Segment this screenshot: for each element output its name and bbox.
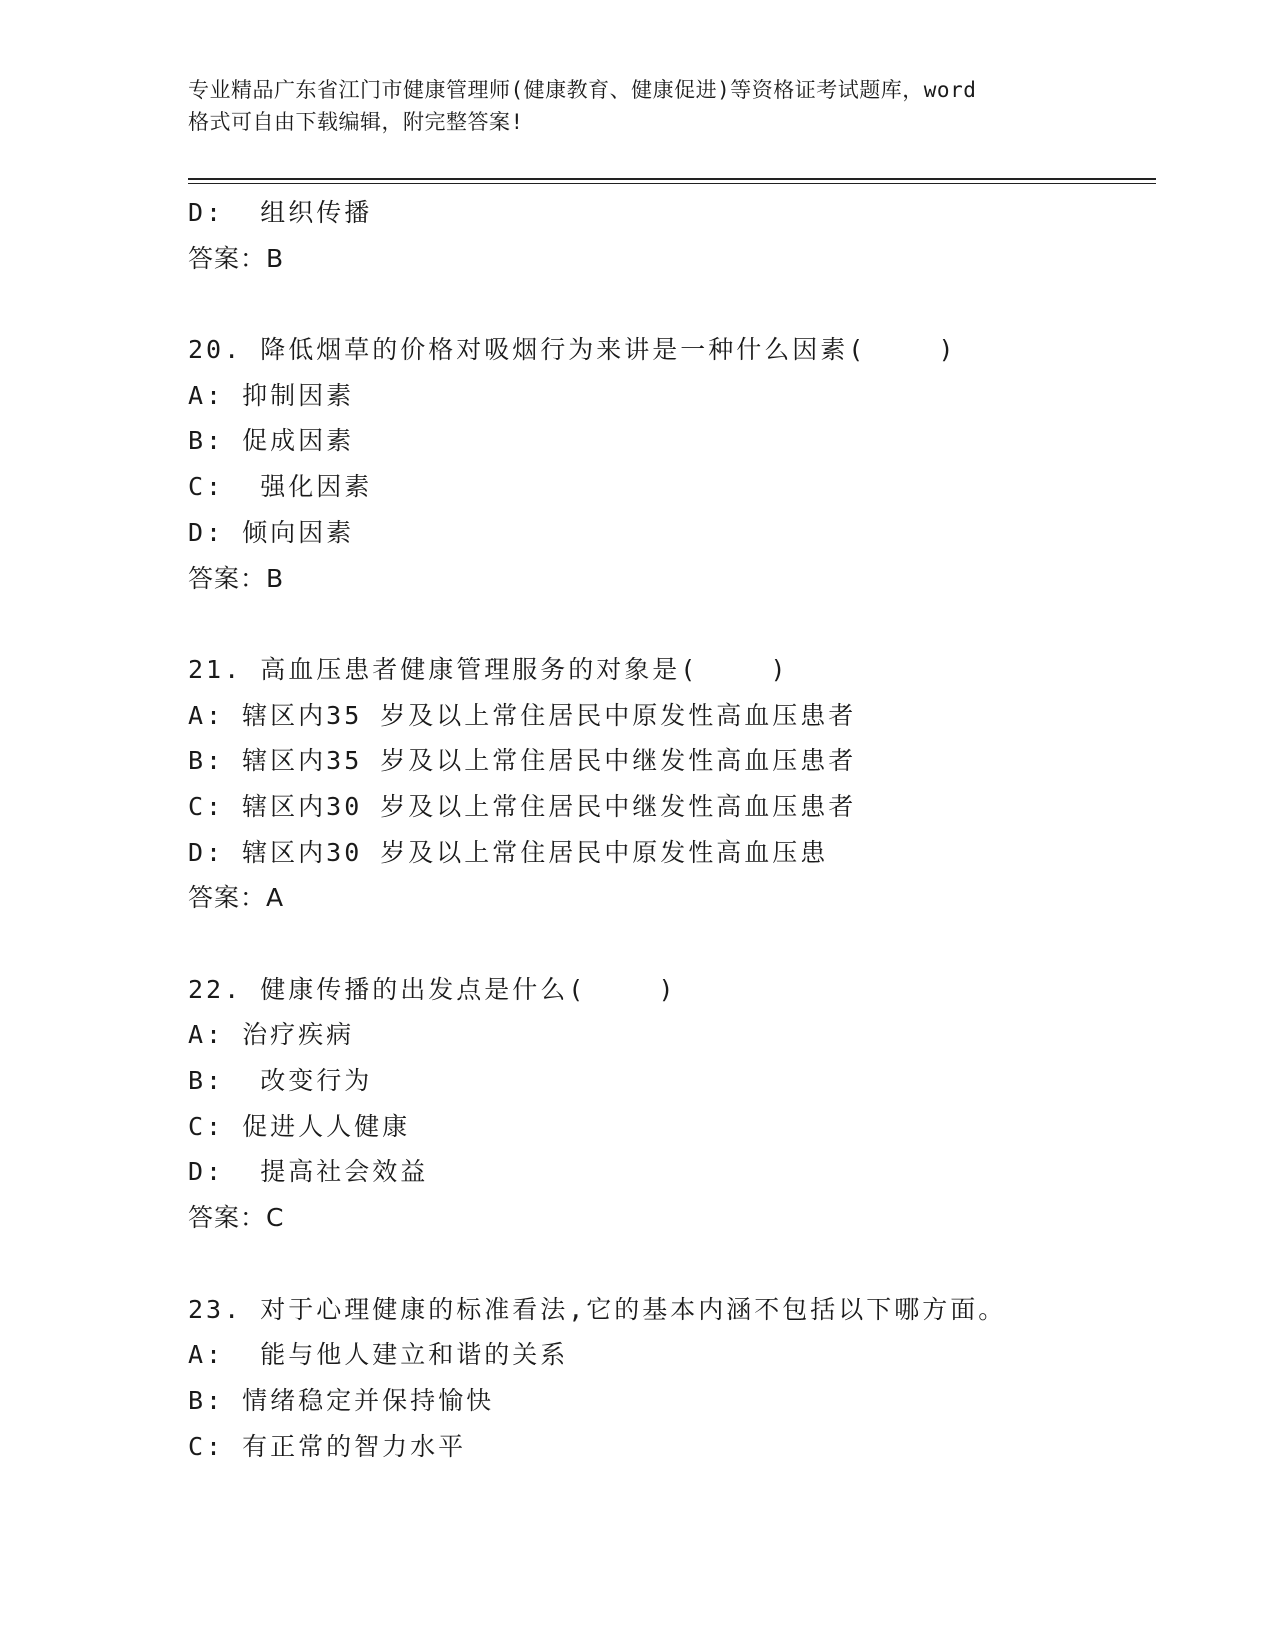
header-line-1: 专业精品广东省江门市健康管理师(健康教育、健康促进)等资格证考试题库，word: [188, 78, 977, 102]
question-stem: 21. 高血压患者健康管理服务的对象是( ): [188, 654, 789, 684]
answer-option: D: 倾向因素: [188, 517, 355, 547]
answer-option: A: 抑制因素: [188, 380, 355, 410]
answer-option: B: 促成因素: [188, 426, 355, 456]
answer-key: 答案：B: [188, 563, 285, 593]
answer-key: 答案：C: [188, 1203, 285, 1233]
question-block: [188, 327, 1156, 601]
question-stem: 20. 降低烟草的价格对吸烟行为来讲是一种什么因素( ): [188, 335, 957, 365]
answer-option: D: 组织传播: [188, 198, 373, 227]
answer-key: 答案：A: [188, 883, 285, 913]
header-line-2: 格式可自由下载编辑，附完整答案!: [188, 110, 524, 134]
document-header: [188, 74, 1088, 138]
answer-option: C: 促进人人健康: [188, 1111, 411, 1141]
answer-option: A: 能与他人建立和谐的关系: [188, 1340, 569, 1370]
question-block: [188, 190, 1156, 281]
question-block: [188, 647, 1156, 921]
block-spacer: [188, 601, 1156, 647]
answer-option: B: 辖区内35 岁及以上常住居民中继发性高血压患者: [188, 746, 857, 776]
block-spacer: [188, 1241, 1156, 1287]
question-list: [188, 190, 1156, 1469]
block-spacer: [188, 281, 1156, 327]
answer-option: B: 情绪稳定并保持愉快: [188, 1385, 495, 1415]
answer-option: D: 辖区内30 岁及以上常住居民中原发性高血压患: [188, 837, 829, 867]
answer-option: A: 辖区内35 岁及以上常住居民中原发性高血压患者: [188, 700, 857, 730]
question-block: [188, 967, 1156, 1241]
answer-key: 答案：B: [188, 243, 285, 273]
answer-option: C: 有正常的智力水平: [188, 1431, 467, 1461]
answer-option: B: 改变行为: [188, 1066, 373, 1096]
header-divider-thick: [188, 178, 1156, 180]
question-stem: 23. 对于心理健康的标准看法,它的基本内涵不包括以下哪方面。: [188, 1294, 1007, 1324]
question-stem: 22. 健康传播的出发点是什么( ): [188, 974, 677, 1004]
block-spacer: [188, 921, 1156, 967]
answer-option: A: 治疗疾病: [188, 1020, 355, 1050]
answer-option: C: 强化因素: [188, 472, 373, 502]
answer-option: C: 辖区内30 岁及以上常住居民中继发性高血压患者: [188, 791, 857, 821]
question-block: [188, 1287, 1156, 1470]
answer-option: D: 提高社会效益: [188, 1157, 429, 1187]
header-divider-thin: [188, 183, 1156, 184]
